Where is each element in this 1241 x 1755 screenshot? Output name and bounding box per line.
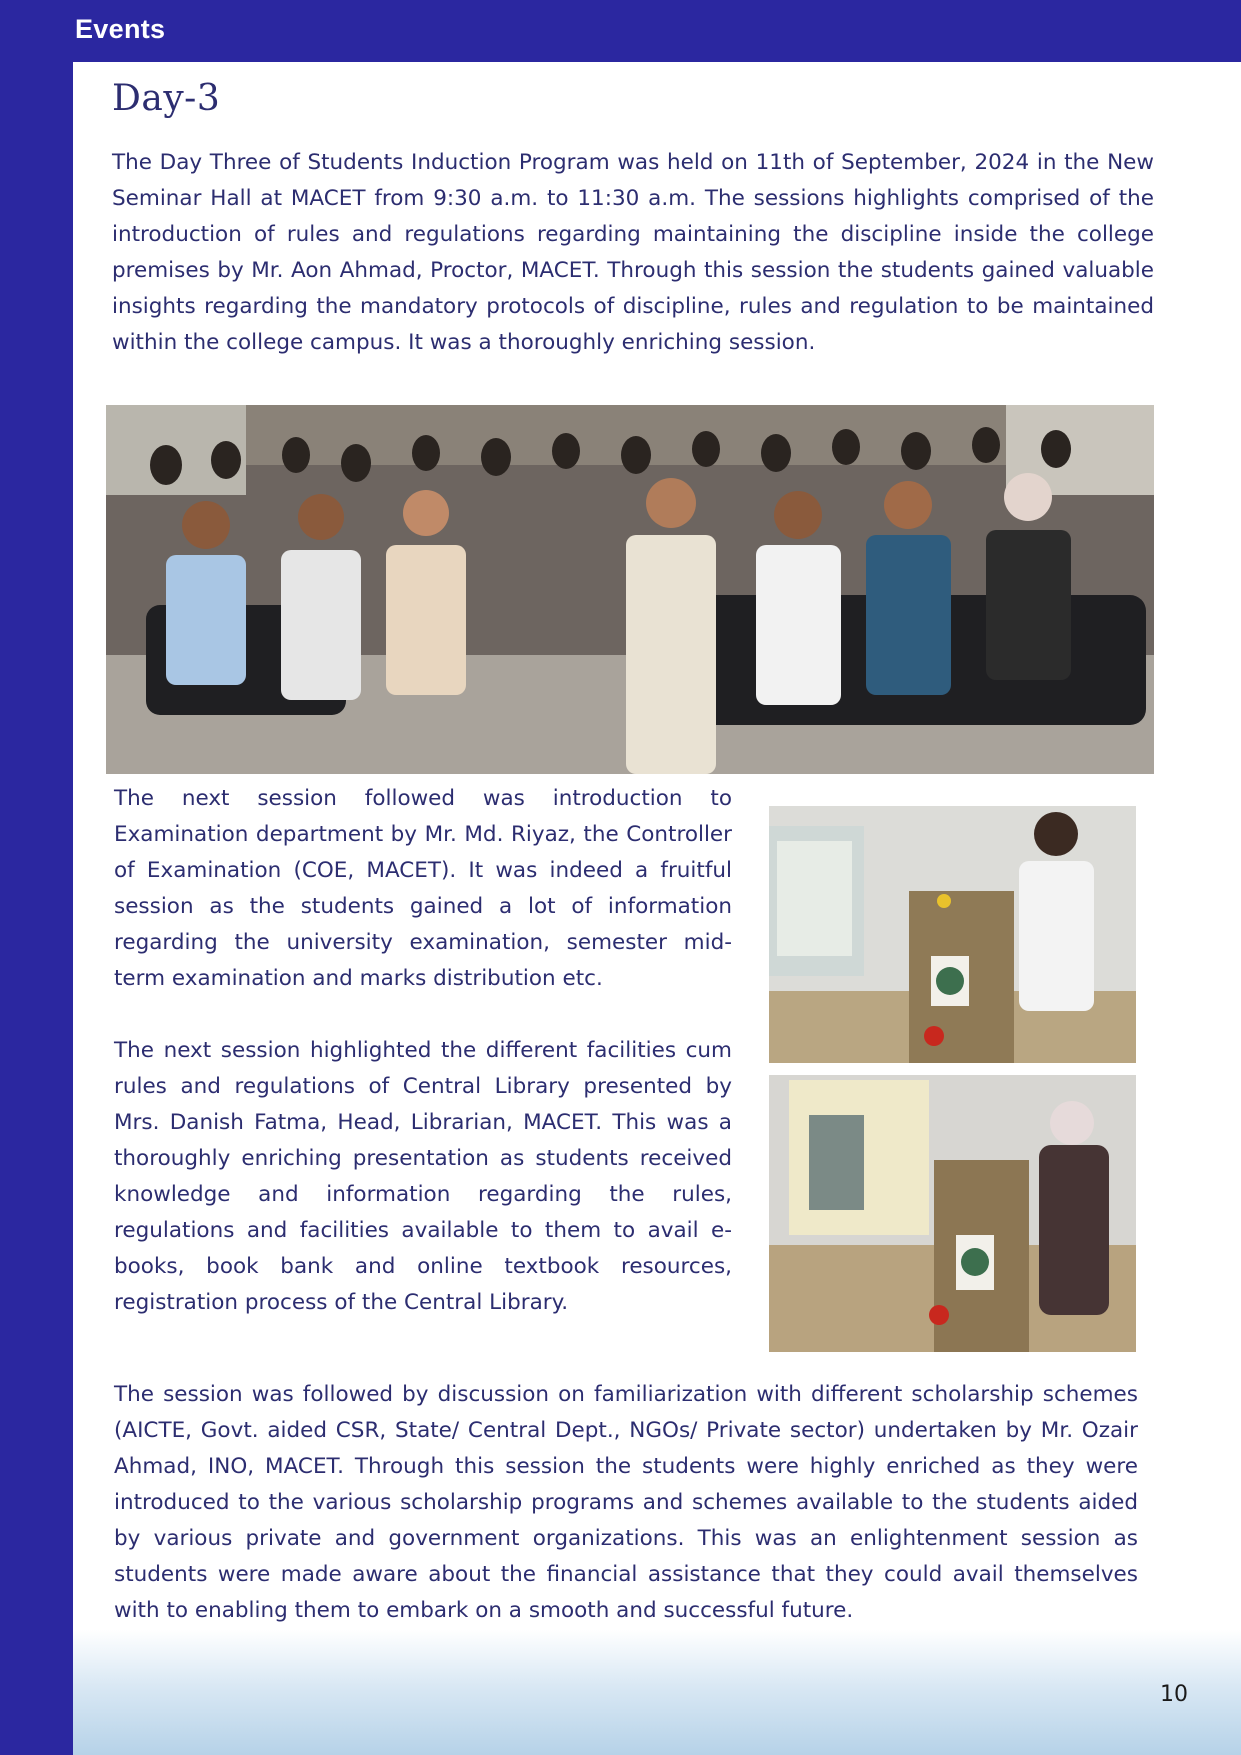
intro-paragraph: The Day Three of Students Induction Program was held on 11th of September, 2024 in the New Seminar Hall at MACET from 9:30 a.m. to 11:30 a.m. The sessions highlights comprised of the introduction of rules and regulations regarding maintaining the discipline inside the college premises by Mr. Aon Ahmad, Proctor, MACET. Through this session the students gained valuable insights regarding the mandatory protocols of discipline, rules and regulation to be maintained within the college campus. It was a thoroughly enriching session. xyxy=(112,150,1154,355)
header-bar xyxy=(0,0,1241,62)
examination-session-photo xyxy=(769,806,1136,1063)
footer-gradient xyxy=(73,1630,1241,1755)
left-accent-bar xyxy=(0,0,73,1755)
examination-paragraph: The next session followed was introduction to Examination department by Mr. Md. Riyaz, the Controller of Examination (COE, MACET). It was indeed a fruitful session as the students gained a lot of information regarding the university examination, semester mid-term examination and marks distribution etc. xyxy=(114,786,732,991)
section-title: Events xyxy=(75,14,166,44)
audience-photo xyxy=(106,405,1154,774)
day-title: Day-3 xyxy=(112,78,221,119)
library-paragraph: The next session highlighted the different facilities cum rules and regulations of Central Library presented by Mrs. Danish Fatma, Head, Librarian, MACET. This was a thoroughly enriching presentation as students received knowledge and information regarding the rules, regulations and facilities available to them to avail e-books, book bank and online textbook resources, registration process of the Central Library. xyxy=(114,1038,732,1315)
library-session-photo xyxy=(769,1075,1136,1352)
scholarship-paragraph: The session was followed by discussion on familiarization with different scholarship schemes (AICTE, Govt. aided CSR, State/ Central Dept., NGOs/ Private sector) undertaken by Mr. Ozair Ahmad, INO, MACET. Through this session the students were highly enriched as they were introduced to the various scholarship programs and schemes available to the students aided by various private and government organizations. This was an enlightenment session as students were made aware about the financial assistance that they could avail themselves with to enabling them to embark on a smooth and successful future. xyxy=(114,1382,1138,1623)
page-number: 10 xyxy=(1160,1682,1188,1707)
